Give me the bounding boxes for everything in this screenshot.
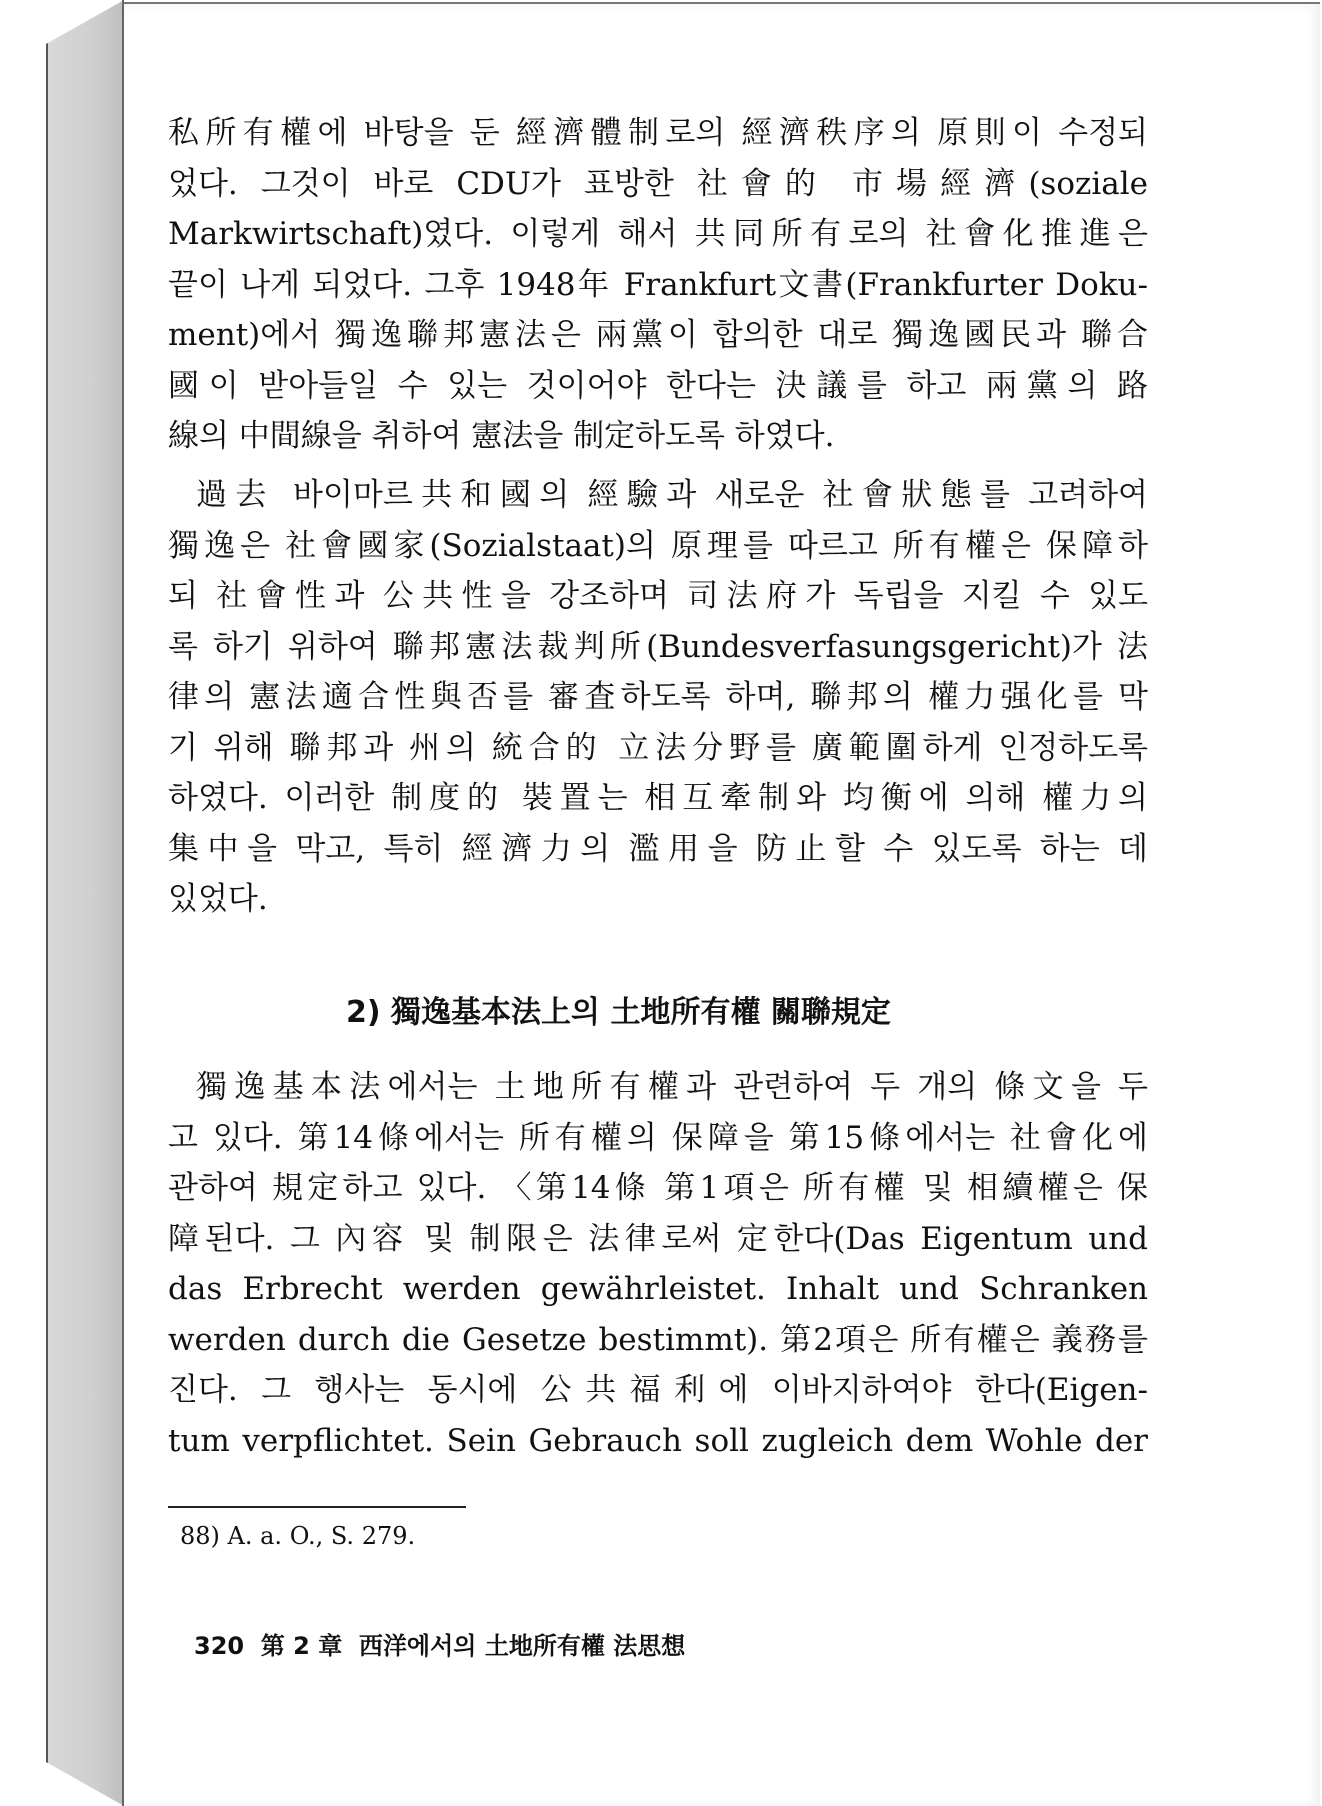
paragraph-2-line: 하였다. 이러한 制度的 裝置는 相互牽制와 均衡에 의해 權力의 [168,780,1148,816]
paragraph-1-line: ment)에서 獨逸聯邦憲法은 兩黨이 합의한 대로 獨逸國民과 聯合 [168,317,1148,353]
paragraph-3-line: werden durch die Gesetze bestimmt). 第2項은 所有權은 義務를 [168,1321,1148,1358]
footnote-divider [168,1506,466,1508]
section-heading-text: 2) 獨逸基本法上의 土地所有權 關聯規定 [346,995,891,1030]
paragraph-3-line: 障된다. 그 內容 및 制限은 法律로써 定한다(Das Eigentum und [168,1220,1148,1257]
paragraph-2 [168,470,1148,925]
paragraph-3 [168,1062,1148,1466]
paragraph-2-line: 獨逸은 社會國家(Sozialstaat)의 原理를 따르고 所有權은 保障하 [168,527,1148,564]
paragraph-3-line: tum verpflichtet. Sein Gebrauch soll zugleich dem Wohle der [168,1422,1148,1459]
paragraph-1-line: Markwirtschaft)였다. 이렇게 해서 共同所有로의 社會化推進은 [168,216,1148,252]
footnote: 88) A. a. O., S. 279. [180,1522,416,1550]
paragraph-3-line: 고 있다. 第14條에서는 所有權의 保障을 第15條에서는 社會化에 [168,1119,1148,1156]
paragraph-2-line: 록 하기 위하여 聯邦憲法裁判所(Bundesverfasungsgericht)가 法 [168,628,1148,665]
book-spine [46,0,126,1806]
paragraph-2-line: 기 위해 聯邦과 州의 統合的 立法分野를 廣範圍하게 인정하도록 [168,729,1148,766]
section-heading [346,988,1046,1038]
paragraph-2-line: 되 社會性과 公共性을 강조하며 司法府가 독립을 지킬 수 있도 [168,578,1148,614]
paragraph-1 [168,108,1148,462]
paragraph-1-line: 線의 中間線을 취하여 憲法을 制定하도록 하였다. [168,418,835,454]
paragraph-1-line: 私所有權에 바탕을 둔 經濟體制로의 經濟秩序의 原則이 수정되 [168,115,1148,151]
paragraph-3-line: 진다. 그 행사는 동시에 公共福利에 이바지하여야 한다(Eigen- [168,1372,1148,1408]
page-footer: 320 第 2 章 西洋에서의 土地所有權 法思想 [194,1632,686,1660]
paragraph-1-line: 끝이 나게 되었다. 그후 1948年 Frankfurt文書(Frankfurter Doku- [168,266,1148,303]
paragraph-3-line: 獨逸基本法에서는 土地所有權과 관련하여 두 개의 條文을 두 [196,1069,1148,1105]
paragraph-3-line: das Erbrecht werden gewährleistet. Inhalt und Schranken [168,1271,1148,1307]
paragraph-2-line: 律의 憲法適合性與否를 審査하도록 하며, 聯邦의 權力强化를 막 [168,679,1148,715]
paragraph-2-line: 있었다. [168,881,268,917]
paragraph-2-line: 集中을 막고, 특히 經濟力의 濫用을 防止할 수 있도록 하는 데 [168,830,1148,867]
paragraph-3-line: 관하여 規定하고 있다. 〈第14條 第1項은 所有權 및 相續權은 保 [168,1170,1148,1206]
paragraph-1-line: 國이 받아들일 수 있는 것이어야 한다는 決議를 하고 兩黨의 路 [168,367,1148,404]
paragraph-2-line: 過去 바이마르共和國의 經驗과 새로운 社會狀態를 고려하여 [196,477,1148,513]
paragraph-1-line: 었다. 그것이 바로 CDU가 표방한 社會的 市場經濟(soziale [168,165,1148,202]
